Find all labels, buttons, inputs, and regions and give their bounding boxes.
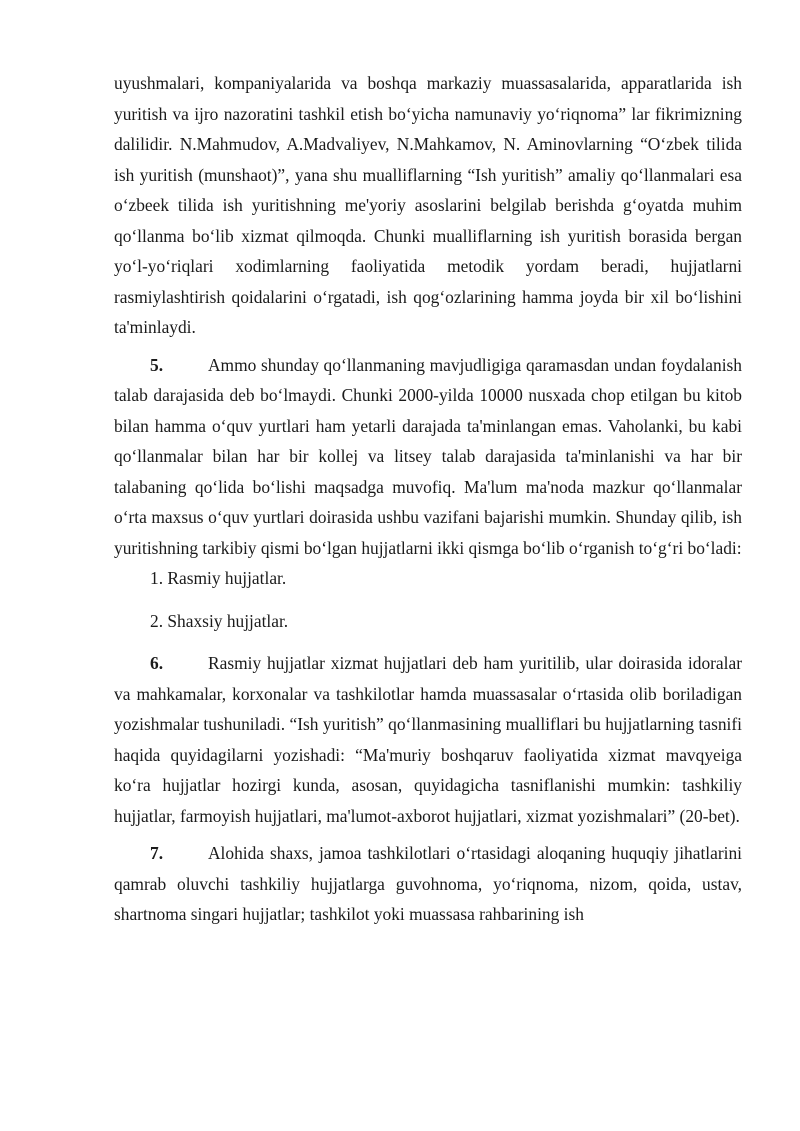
- paragraph-number: 5.: [150, 354, 164, 375]
- list-item-personal-documents: 2. Shaxsiy hujjatlar.: [150, 610, 289, 631]
- paragraph-6: [114, 648, 742, 831]
- paragraph-number: 7.: [150, 843, 164, 863]
- list-item-official-documents: 1. Rasmiy hujjatlar.: [150, 568, 287, 588]
- paragraph-text: Rasmiy hujjatlar xizmat hujjatlari deb ham yuritilib, ular doirasida idoralar va mahkamalar, korxonalar va tashkilotlar hamda muassasalar o‘rtasida olib boriladigan yozishmalar tushuniladi. “Ish yuritish” qo‘llanmasining mualliflari bu hujjatlarning tasnifi haqida quyidagilarni yozishadi: “Ma'muriy boshqaruv faoliyatida xizmat mavqyeiga ko‘ra hujjatlar hozirgi kunda, asosan, quyidagicha tasniflanishi mumkin: tashkiliy hujjatlar, farmoyish hujjatlari, ma'lumot-axborot hujjatlari, xizmat yozishmalari” (20-bet).: [114, 653, 742, 826]
- paragraph-7: [114, 838, 742, 930]
- paragraph-5: [114, 350, 742, 564]
- paragraph-number: 6.: [150, 653, 164, 673]
- paragraph-text: Ammo shunday qo‘llanmaning mavjudligiga qaramasdan undan foydalanish talab darajasida deb bo‘lmaydi. Chunki 2000-yilda 10000 nusxada chop etilgan bu kitob bilan hamma o‘quv yurtlari ham yetarli darajada ta'minlangan emas. Vaholanki, bu kabi qo‘llanmalar bilan har bir kollej va litsey talab darajasida ta'minlanishi va har bir talabaning qo‘lida bo‘lishi maqsadga muvofiq. Ma'lum ma'noda mazkur qo‘llanmalar o‘rta maxsus o‘quv yurtlari doirasida ushbu vazifani bajarishi mumkin. Shunday qilib, ish yuritishning tarkibiy qismi bo‘lgan hujjatlarni ikki qismga bo‘lib o‘rganish to‘g‘ri bo‘ladi:: [114, 354, 742, 558]
- paragraph-intro: uyushmalari, kompaniyalarida va boshqa markaziy muassasalarida, apparatlarida ish yuritish va ijro nazoratini tashkil etish bo‘yicha namunaviy yo‘riqnoma” lar fikrimizning dalilidir. N.Mahmudov, A.Madvaliyev, N.Mahkamov, N. Aminovlarning “O‘zbek tilida ish yuritish (munshaot)”, yana shu mualliflarning “Ish yuritish” amaliy qo‘llanmalari esa o‘zbeek tilida ish yuritishning me'yoriy asoslarini belgilab berishda g‘oyatda muhim qo‘llanma bo‘lib xizmat qilmoqda. Chunki mualliflarning ish yuritish borasida bergan yo‘l-yo‘riqlari xodimlarning faoliyatida metodik yordam beradi, hujjatlarni rasmiylashtirish qoidalarini o‘rgatadi, ish qog‘ozlarining hamma joyda bir xil bo‘lishini ta'minlaydi.: [114, 73, 742, 337]
- paragraph-text: Alohida shaxs, jamoa tashkilotlari o‘rtasidagi aloqaning huquqiy jihatlarini qamrab oluvchi tashkiliy hujjatlarga guvohnoma, yo‘riqnoma, nizom, qoida, ustav, shartnoma singari hujjatlar; tashkilot yoki muassasa rahbarining ish: [114, 843, 742, 924]
